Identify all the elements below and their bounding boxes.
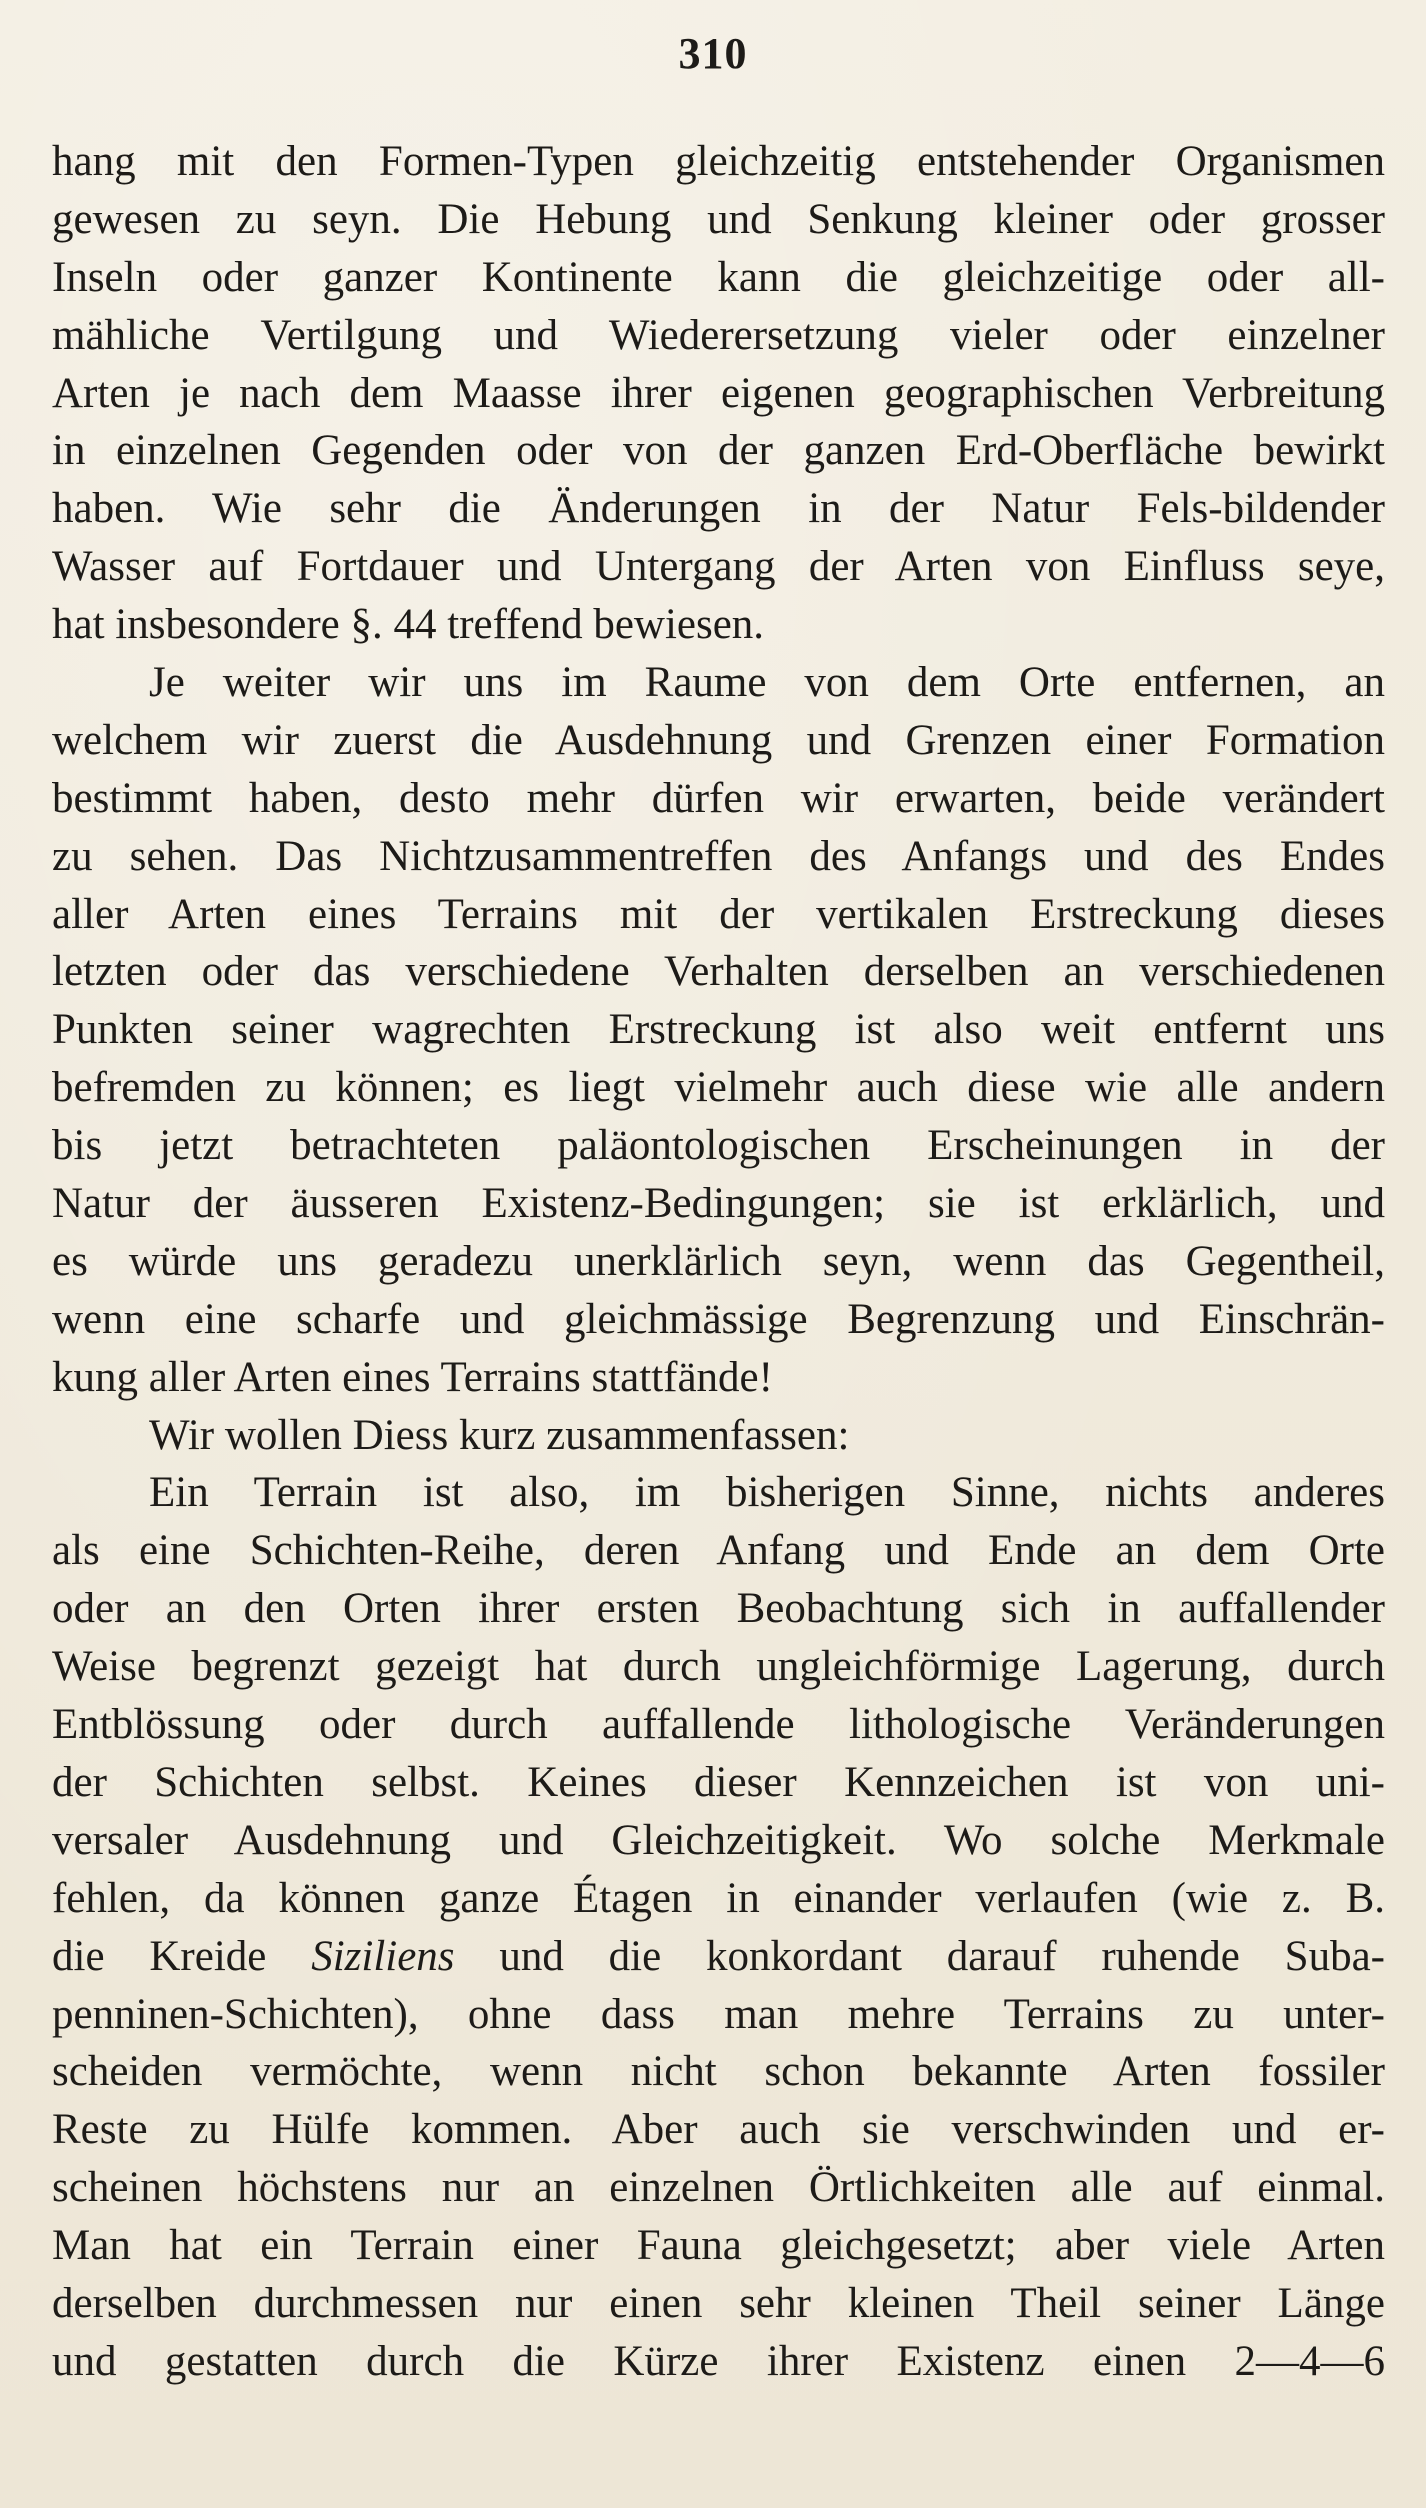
- text-line: Punkten seiner wagrechten Erstreckung ist also weit entfernt uns: [52, 1006, 1385, 1054]
- text-line: Je weiter wir uns im Raume von dem Orte entfernen, an: [149, 659, 1385, 707]
- text-segment: die Kreide: [52, 1932, 312, 1980]
- text-line: in einzelnen Gegenden oder von der ganzen Erd-Oberfläche bewirkt: [52, 427, 1385, 475]
- text-line: und gestatten durch die Kürze ihrer Existenz einen 2—4—6: [52, 2337, 1385, 2385]
- text-line: Wasser auf Fortdauer und Untergang der Arten von Einfluss seye,: [52, 543, 1385, 591]
- body-text: [52, 133, 1385, 2391]
- text-line: Arten je nach dem Maasse ihrer eigenen geographischen Verbreitung: [52, 369, 1385, 417]
- text-line: fehlen, da können ganze Étagen in einander verlaufen (wie z. B.: [52, 1874, 1385, 1922]
- text-line: zu sehen. Das Nichtzusammentreffen des Anfangs und des Endes: [52, 832, 1385, 880]
- text-line: oder an den Orten ihrer ersten Beobachtung sich in auffallender: [52, 1585, 1385, 1633]
- text-line: wenn eine scharfe und gleichmässige Begrenzung und Einschrän-: [52, 1295, 1385, 1343]
- text-line: haben. Wie sehr die Änderungen in der Natur Fels-bildender: [52, 485, 1385, 533]
- text-line: scheinen höchstens nur an einzelnen Örtlichkeiten alle auf einmal.: [52, 2164, 1385, 2212]
- text-line: kung aller Arten eines Terrains stattfände!: [52, 1353, 773, 1401]
- text-line: welchem wir zuerst die Ausdehnung und Grenzen einer Formation: [52, 716, 1385, 764]
- text-line: versaler Ausdehnung und Gleichzeitigkeit. Wo solche Merkmale: [52, 1816, 1385, 1864]
- text-line: derselben durchmessen nur einen sehr kleinen Theil seiner Länge: [52, 2279, 1385, 2327]
- text-line: es würde uns geradezu unerklärlich seyn, wenn das Gegentheil,: [52, 1237, 1385, 1285]
- page-number: 310: [678, 29, 748, 78]
- text-line: bis jetzt betrachteten paläontologischen Erscheinungen in der: [52, 1122, 1385, 1170]
- text-line: penninen-Schichten), ohne dass man mehre Terrains zu unter-: [52, 1990, 1385, 2038]
- text-line: mähliche Vertilgung und Wiederersetzung vieler oder einzelner: [52, 311, 1385, 359]
- text-line: letzten oder das verschiedene Verhalten derselben an verschiedenen: [52, 948, 1385, 996]
- text-line: Man hat ein Terrain einer Fauna gleichgesetzt; aber viele Arten: [52, 2222, 1385, 2270]
- text-line: als eine Schichten-Reihe, deren Anfang und Ende an dem Orte: [52, 1527, 1385, 1575]
- text-line: der Schichten selbst. Keines dieser Kennzeichen ist von uni-: [52, 1758, 1385, 1806]
- text-line: Natur der äusseren Existenz-Bedingungen; sie ist erklärlich, und: [52, 1180, 1385, 1228]
- text-line: befremden zu können; es liegt vielmehr auch diese wie alle andern: [52, 1064, 1385, 1112]
- text-line: Inseln oder ganzer Kontinente kann die gleichzeitige oder all-: [52, 253, 1385, 301]
- text-line: [52, 1928, 1385, 1986]
- text-line: Ein Terrain ist also, im bisherigen Sinne, nichts anderes: [149, 1469, 1385, 1517]
- text-line: Weise begrenzt gezeigt hat durch ungleichförmige Lagerung, durch: [52, 1643, 1385, 1691]
- text-line: scheiden vermöchte, wenn nicht schon bekannte Arten fossiler: [52, 2048, 1385, 2096]
- text-line: hang mit den Formen-Typen gleichzeitig entstehender Organismen: [52, 138, 1385, 185]
- text-line: Entblössung oder durch auffallende lithologische Veränderungen: [52, 1701, 1385, 1749]
- text-line: aller Arten eines Terrains mit der vertikalen Erstreckung dieses: [52, 890, 1385, 938]
- text-line: bestimmt haben, desto mehr dürfen wir erwarten, beide verändert: [52, 774, 1385, 822]
- text-line: hat insbesondere §. 44 treffend bewiesen.: [52, 601, 765, 649]
- text-line: Reste zu Hülfe kommen. Aber auch sie verschwinden und er-: [52, 2106, 1385, 2154]
- text-segment: und die konkordant darauf ruhende Suba-: [454, 1932, 1385, 1980]
- text-line: Wir wollen Diess kurz zusammenfassen:: [149, 1411, 850, 1459]
- text-line: gewesen zu seyn. Die Hebung und Senkung kleiner oder grosser: [52, 195, 1385, 243]
- italic-place-name: Siziliens: [311, 1932, 455, 1980]
